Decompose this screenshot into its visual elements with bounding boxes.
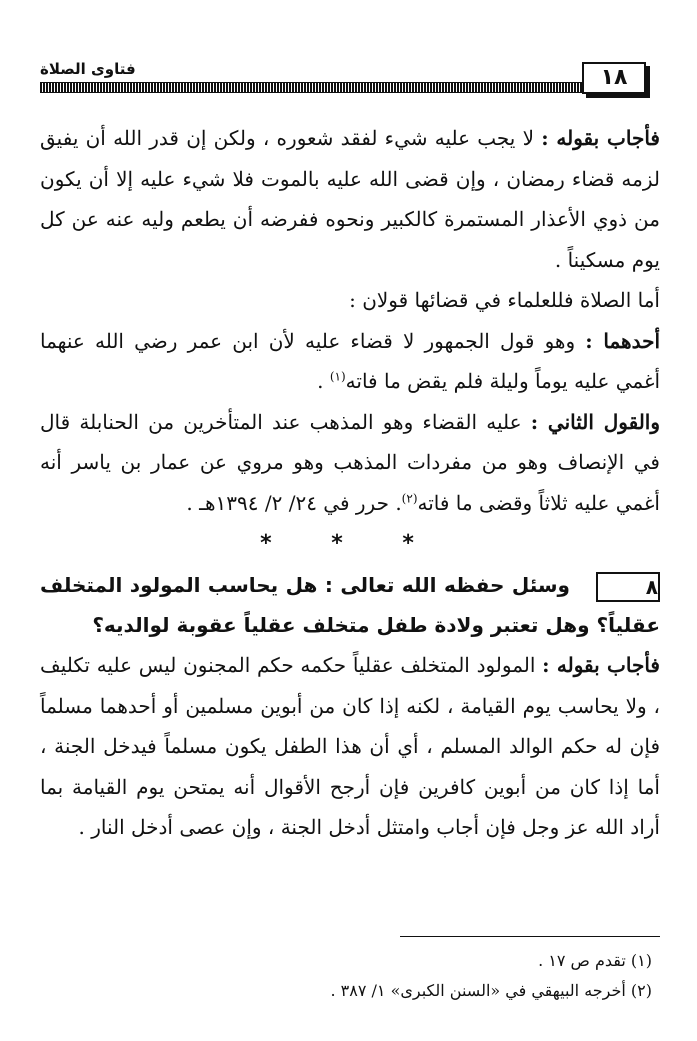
paragraph-prayer-opinions [40,280,660,321]
answer-lead: فأجاب بقوله : [541,126,660,150]
book-title: فتاوى الصلاة [40,60,136,78]
footnote-list [330,946,652,1006]
footnote-ref-2: (٢) [401,490,418,505]
footnote-2: (٢) أخرجه البيهقي في «السنن الكبرى» ١/ ٣٨٧ . [330,981,652,1000]
paragraph-text: المولود المتخلف عقلياً حكمه حكم المجنون ليس عليه تكليف ، ولا يحاسب يوم القيامة ، لكنه إذا كان من أبوين مسلمين أو أحدهما مسلماً فإن له حكم الوالد المسلم ، أي أن هذا الطفل يكون مسلماً فيدخل الجنة ، أما إذا كان من أبوين كافرين فإن أرجح الأقوال أنه يمتحن يوم القيامة بما أراد الله عز وجل فإن أجاب وامتثل أدخل الجنة ، وإن عصى أدخل النار . [40,653,660,839]
answer-paragraph-2 [40,645,660,848]
paragraph-text: وهو قول الجمهور لا قضاء عليه لأن ابن عمر رضي الله عنهما أغمي عليه يوماً وليلة فلم يقض ما فاته [40,328,660,393]
second-opinion-paragraph [40,402,660,524]
first-opinion-paragraph [40,321,660,402]
question-number-box: ٨ [596,572,660,602]
answer-lead: فأجاب بقوله : [542,653,660,677]
paragraph-end-date: . حرر في ٢٤/ ٢/ ١٣٩٤هـ . [186,490,402,515]
question-text: وسئل حفظه الله تعالى : هل يحاسب المولود المتخلف عقلياً؟ وهل تعتبر ولادة طفل متخلف عقلياً عقوبة لوالديه؟ [40,573,660,637]
footnote-1: (١) تقدم ص ١٧ . [538,951,652,970]
first-opinion-lead: أحدهما : [585,328,661,353]
main-text [40,118,660,848]
running-header [40,58,660,98]
paragraph-text: لا يجب عليه شيء لفقد شعوره ، ولكن إن قدر الله أن يفيق لزمه قضاء رمضان ، وإن قضى الله عليه بالموت فلا شيء عليه إلا أن يكون من ذوي الأعذار المستمرة كالكبير ونحوه ففرضه أن يطعم وليه عنه عن كل يوم مسكيناً . [40,126,660,272]
page-number: ١٨ [582,62,646,94]
paragraph-text: أما الصلاة فللعلماء في قضائها قولان : [349,288,660,312]
question-8 [40,565,660,645]
header-decorative-rule [40,82,582,93]
paragraph-text: عليه القضاء وهو المذهب عند المتأخرين من الحنابلة قال في الإنصاف وهو من مفردات المذهب وهو مروي عن عمار بن ياسر أنه أغمي عليه ثلاثاً وقضى ما فاته [40,409,660,515]
footnote-divider [400,936,660,937]
section-separator: * * * [260,531,440,556]
footnote-ref-1: (١) [329,369,346,384]
paragraph-end: . [317,369,330,393]
second-opinion-lead: والقول الثاني : [530,409,660,434]
answer-paragraph-1 [40,118,660,280]
